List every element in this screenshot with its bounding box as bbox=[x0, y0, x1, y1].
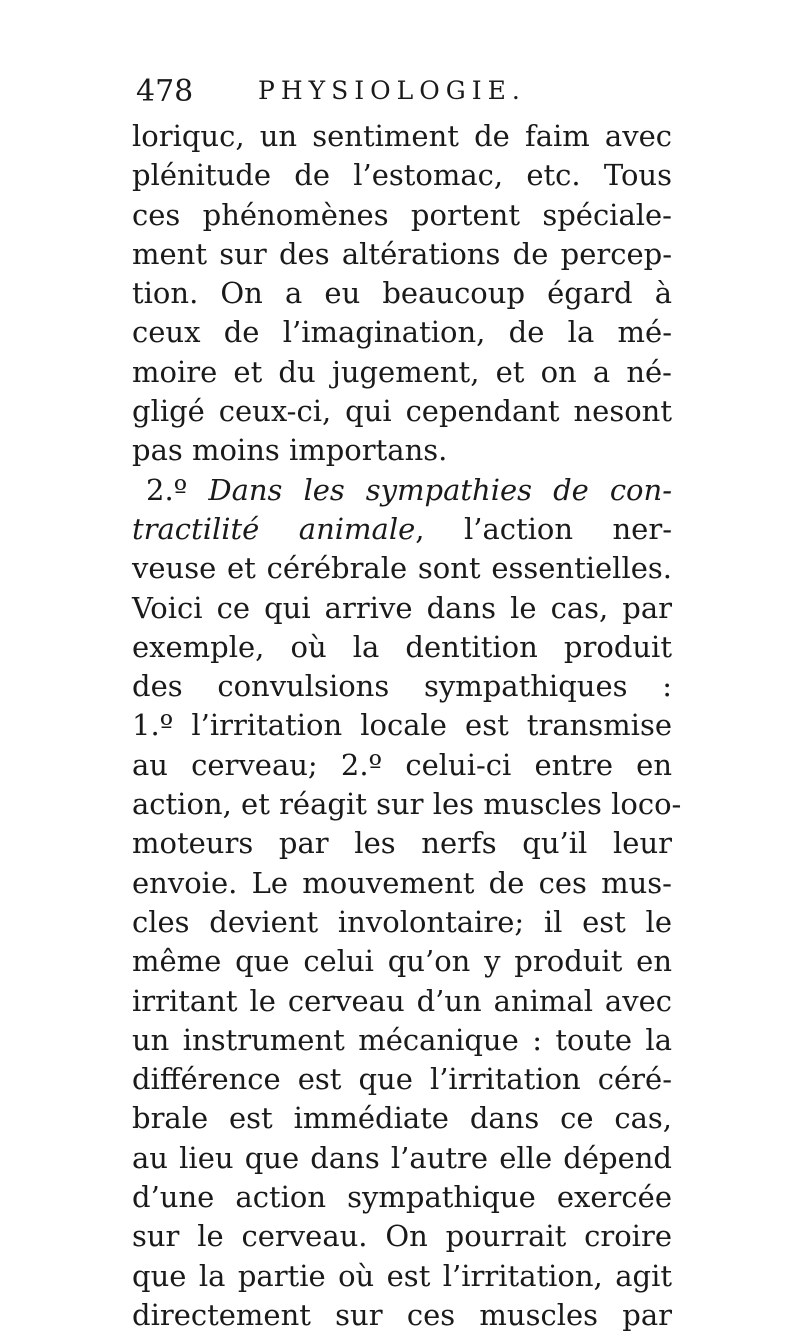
text-line-31: directement sur ces muscles par bbox=[132, 1297, 672, 1332]
text-line-23: irritant le cerveau d’un animal avec bbox=[132, 983, 672, 1018]
text-line-15: des convulsions sympathiques : bbox=[132, 669, 672, 704]
text-line-8: gligé ceux-ci, qui cependant nesont bbox=[132, 394, 672, 429]
text-line-2: plénitude de l’estomac, etc. Tous bbox=[132, 158, 672, 193]
text-line-16: 1.º l’irritation locale est transmise bbox=[132, 708, 672, 743]
page-header bbox=[136, 74, 636, 114]
body-text bbox=[132, 117, 682, 1335]
text-line-30: que la partie où est l’irritation, agit bbox=[132, 1258, 672, 1293]
text-line-25: différence est que l’irritation céré- bbox=[132, 1062, 672, 1097]
text-line-11: tractilité animale, l’action ner- bbox=[132, 511, 673, 546]
text-line-21: cles devient involontaire; il est le bbox=[132, 904, 672, 939]
text-line-20: envoie. Le mouvement de ces mus- bbox=[132, 865, 672, 900]
text-line-28: d’une action sympathique exercée bbox=[132, 1180, 672, 1215]
text-line-5: tion. On a eu beaucoup égard à bbox=[132, 276, 672, 311]
text-line-7: moire et du jugement, et on a né- bbox=[132, 354, 672, 389]
text-line-4: ment sur des altérations de percep- bbox=[132, 236, 672, 271]
text-line-17: au cerveau; 2.º celui-ci entre en bbox=[132, 747, 672, 782]
text-line-19: moteurs par les nerfs qu’il leur bbox=[132, 826, 672, 861]
text-line-13: Voici ce qui arrive dans le cas, par bbox=[132, 590, 672, 625]
text-line-6: ceux de l’imagination, de la mé- bbox=[132, 315, 672, 350]
page-number: 478 bbox=[136, 74, 194, 109]
text-line-24: un instrument mécanique : toute la bbox=[132, 1022, 672, 1057]
text-line-29: sur le cerveau. On pourrait croire bbox=[132, 1219, 672, 1254]
text-line-3: ces phénomènes portent spéciale- bbox=[132, 197, 672, 232]
text-line-22: même que celui qu’on y produit en bbox=[132, 944, 672, 979]
text-line-18: action, et réagit sur les muscles loco- bbox=[132, 787, 682, 822]
running-title: PHYSIOLOGIE. bbox=[258, 76, 526, 105]
text-line-27: au lieu que dans l’autre elle dépend bbox=[132, 1140, 672, 1175]
text-line-26: brale est immédiate dans ce cas, bbox=[132, 1101, 672, 1136]
text-line-10: 2.º Dans les sympathies de con- bbox=[146, 472, 672, 507]
text-line-12: veuse et cérébrale sont essentielles. bbox=[132, 551, 672, 586]
text-line-1: loriquc, un sentiment de faim avec bbox=[132, 119, 672, 153]
text-line-9: pas moins importans. bbox=[132, 433, 448, 468]
text-line-14: exemple, où la dentition produit bbox=[132, 629, 672, 664]
